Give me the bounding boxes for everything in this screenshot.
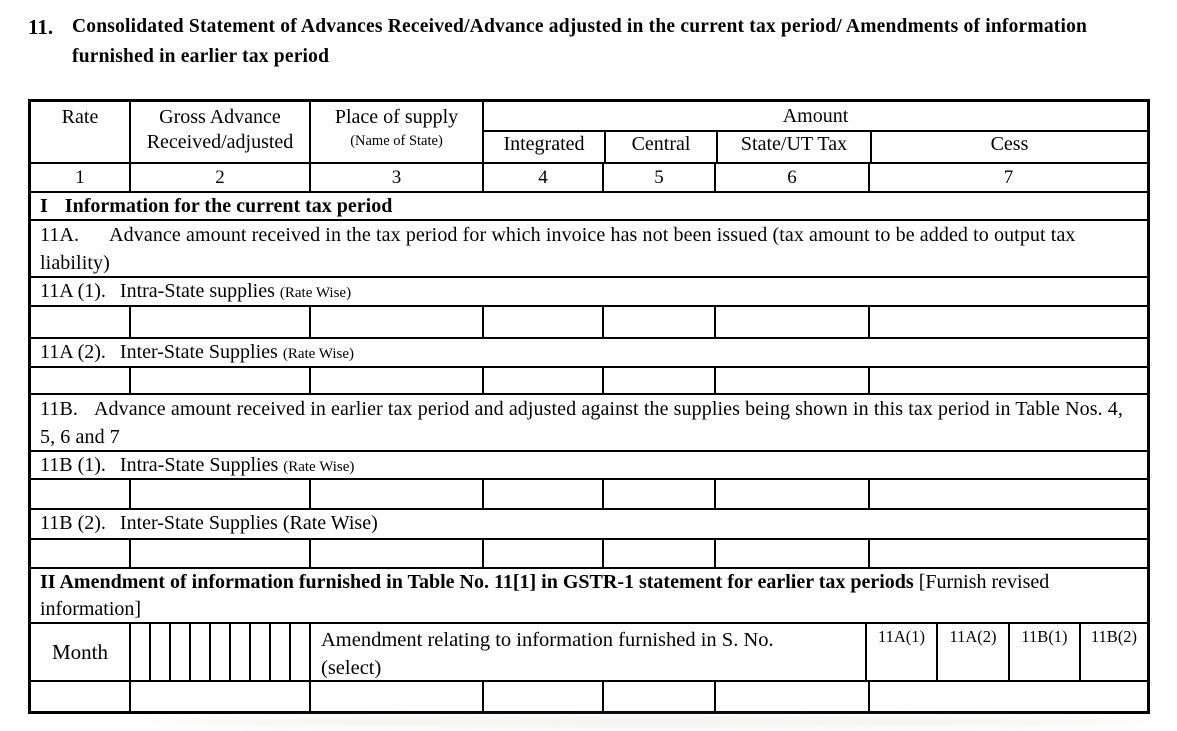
- section-i-heading: [31, 193, 1147, 219]
- col-number-6: 6: [714, 164, 868, 191]
- gross-line1: Gross Advance: [159, 106, 281, 128]
- empty-cell: [868, 307, 1147, 337]
- col-number-1: 1: [75, 167, 85, 188]
- empty-cell: [31, 307, 129, 337]
- gross-line2: Received/adjusted: [146, 131, 294, 153]
- row-11b2-body: Inter-State Supplies: [119, 512, 278, 534]
- data-row-11a2: [31, 366, 1147, 393]
- header-central: Central: [604, 132, 716, 162]
- empty-cell: [129, 307, 309, 337]
- empty-cell: [482, 480, 602, 508]
- month-box: [189, 624, 209, 680]
- row-11b1-body: Intra-State Supplies: [119, 454, 279, 476]
- month-box: [269, 624, 289, 680]
- row-11b-prefix: 11B.: [40, 398, 78, 420]
- row-11a1-label: [31, 276, 1147, 305]
- advances-statement-table: [28, 99, 1150, 714]
- empty-cell: [714, 540, 868, 567]
- item-number: 11.: [28, 15, 54, 39]
- amendment-label-cell: [309, 624, 865, 680]
- row-11b-text: [31, 395, 1147, 450]
- col-number-3: 3: [309, 164, 482, 191]
- row-11a2-label: [31, 337, 1147, 366]
- col-number-5: 5: [602, 164, 714, 191]
- row-11b2-label: [31, 508, 1147, 538]
- row-11b-body: Advance amount received in earlier tax period and adjusted against the supplies being shown in this tax period in Table Nos. 4, 5, 6 and 7: [40, 398, 1123, 448]
- empty-cell: [714, 368, 868, 393]
- row-11b-description: [31, 393, 1147, 450]
- col-number-4: 4: [482, 164, 602, 191]
- row-11a-text: [31, 221, 1147, 276]
- header-amount-subcolumns: [484, 132, 1147, 162]
- month-label: Month: [51, 639, 108, 664]
- row-11a1-note: (Rate Wise): [279, 285, 352, 301]
- month-boxes-cell: [129, 624, 309, 680]
- empty-cell: [309, 307, 482, 337]
- month-boxes: [131, 624, 309, 680]
- header-gross-advance: [129, 102, 309, 162]
- row-11a1-text: [31, 278, 1147, 305]
- header-amount-group: [482, 102, 1147, 162]
- ref-col-11a1: 11A(1): [865, 624, 936, 680]
- empty-cell: [309, 368, 482, 393]
- empty-cell: [602, 540, 714, 567]
- section-i-text: Information for the current tax period: [64, 195, 393, 217]
- empty-cell: [482, 368, 602, 393]
- empty-cell: [31, 368, 129, 393]
- empty-cell: [482, 682, 602, 711]
- row-11a2-prefix: 11A (2).: [40, 341, 106, 363]
- row-11a1-body: Intra-State supplies: [119, 280, 275, 302]
- empty-cell: [602, 480, 714, 508]
- header-amount: Amount: [484, 102, 1147, 132]
- row-11a-description: [31, 219, 1147, 276]
- empty-cell: [714, 682, 868, 711]
- empty-cell: [868, 480, 1147, 508]
- row-11b1-text: [31, 452, 1147, 478]
- ref-col-11b2: 11B(2): [1079, 624, 1147, 680]
- row-11a-body: Advance amount received in the tax period for which invoice has not been issued (tax amount to be added to output tax liability): [40, 224, 1076, 274]
- month-box: [289, 624, 309, 680]
- data-row-11b1: [31, 478, 1147, 508]
- empty-cell: [129, 368, 309, 393]
- row-11b1-note: (Rate Wise): [283, 459, 355, 475]
- row-11b2-text: [31, 510, 1147, 538]
- row-11a2-text: [31, 339, 1147, 366]
- empty-cell: [714, 480, 868, 508]
- section-ii-heading-row: [31, 567, 1147, 622]
- empty-cell: [602, 307, 714, 337]
- empty-cell: [868, 540, 1147, 567]
- section-i-heading-row: [31, 191, 1147, 219]
- empty-cell: [868, 368, 1147, 393]
- data-row-amendment: [31, 680, 1147, 711]
- col-number-2: 2: [129, 164, 309, 191]
- month-box: [229, 624, 249, 680]
- header-cess: Cess: [870, 132, 1147, 162]
- empty-cell: [31, 540, 129, 567]
- empty-cell: [309, 480, 482, 508]
- amendment-label: Amendment relating to information furnished in S. No.(select): [321, 629, 774, 679]
- header-integrated: Integrated: [503, 133, 585, 155]
- empty-cell: [129, 682, 309, 711]
- section-ii-bold-text: II Amendment of information furnished in Table No. 11[1] in GSTR-1 statement for earlier tax periods: [40, 571, 914, 593]
- form-item-title: [28, 12, 1112, 72]
- row-11a-prefix: 11A.: [40, 224, 80, 246]
- empty-cell: [129, 540, 309, 567]
- item-title-text: Consolidated Statement of Advances Received/Advance adjusted in the current tax period/ Amendments of information furnished in earlier tax period: [72, 16, 1088, 67]
- place-line1: Place of supply: [334, 106, 459, 128]
- section-ii-heading: [31, 569, 1147, 622]
- month-box: [209, 624, 229, 680]
- row-11b2-prefix: 11B (2).: [40, 512, 106, 534]
- ref-col-11a2: 11A(2): [936, 624, 1008, 680]
- column-numbers-row: [31, 162, 1147, 191]
- ref-col-11b1: 11B(1): [1008, 624, 1079, 680]
- header-rate: Rate: [61, 106, 99, 128]
- empty-cell: [309, 540, 482, 567]
- month-box: [249, 624, 269, 680]
- empty-cell: [868, 682, 1147, 711]
- month-box: [169, 624, 189, 680]
- row-11a2-note: (Rate Wise): [282, 346, 355, 362]
- row-11b1-prefix: 11B (1).: [40, 454, 106, 476]
- header-row: [31, 102, 1147, 162]
- empty-cell: [31, 682, 129, 711]
- month-box: [149, 624, 169, 680]
- empty-cell: [309, 682, 482, 711]
- section-i-numeral: I: [40, 195, 48, 217]
- month-box: [131, 624, 149, 680]
- place-line2: (Name of State): [350, 133, 443, 149]
- col-number-7: 7: [868, 164, 1147, 191]
- empty-cell: [602, 682, 714, 711]
- empty-cell: [714, 307, 868, 337]
- section-ii-normal-text: [Furnish revised information]: [40, 571, 1050, 620]
- row-11b1-label: [31, 450, 1147, 478]
- empty-cell: [482, 540, 602, 567]
- row-11a1-prefix: 11A (1).: [40, 280, 106, 302]
- month-row: [31, 622, 1147, 680]
- header-place-of-supply: [309, 102, 482, 162]
- header-state-ut-tax: State/UT Tax: [716, 132, 870, 162]
- row-11b2-note: (Rate Wise): [282, 512, 378, 534]
- data-row-11a1: [31, 305, 1147, 337]
- empty-cell: [31, 480, 129, 508]
- row-11a2-body: Inter-State Supplies: [119, 341, 278, 363]
- empty-cell: [129, 480, 309, 508]
- data-row-11b2: [31, 538, 1147, 567]
- empty-cell: [482, 307, 602, 337]
- page-scan-shadow: [150, 717, 1150, 726]
- empty-cell: [602, 368, 714, 393]
